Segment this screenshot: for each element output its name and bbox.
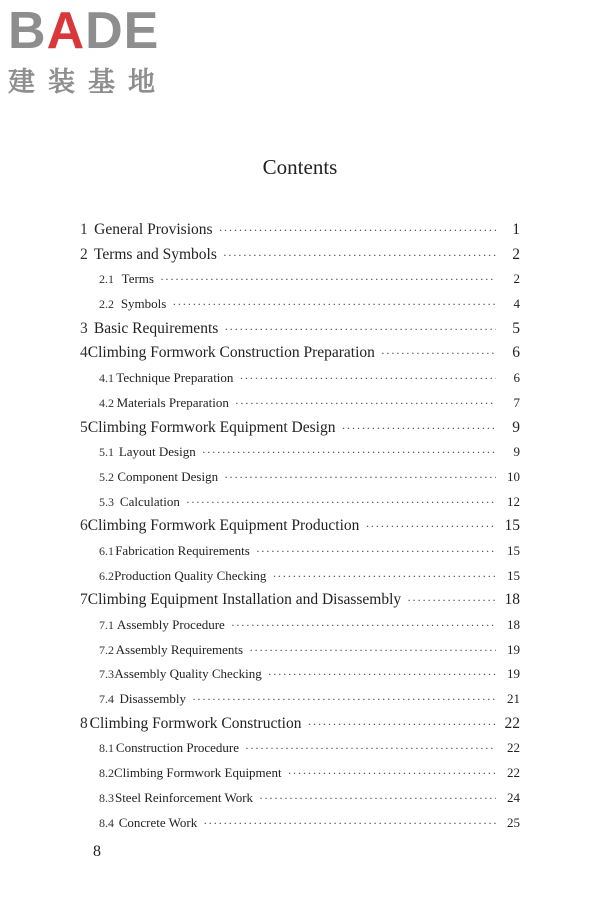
toc-section-entry[interactable] — [80, 687, 520, 712]
toc-leader-dots — [202, 440, 496, 465]
toc-entry-title: Disassembly — [119, 691, 186, 707]
toc-entry-page: 6 — [513, 370, 520, 386]
toc-section-entry[interactable] — [80, 811, 520, 836]
toc-entry-number: 2.2 — [99, 297, 114, 312]
toc-leader-dots — [407, 588, 496, 613]
toc-entry-page: 19 — [507, 666, 520, 682]
toc-section-entry[interactable] — [80, 539, 520, 564]
toc-chapter-entry[interactable] — [80, 416, 520, 441]
toc-leader-dots — [203, 811, 496, 836]
toc-entry-page: 6 — [512, 344, 520, 362]
toc-leader-dots — [224, 465, 496, 490]
toc-leader-dots — [268, 662, 496, 687]
toc-entry-page: 9 — [512, 418, 520, 436]
toc-entry-number: 6.1 — [99, 543, 114, 558]
toc-entry-number: 6 — [80, 517, 88, 535]
toc-leader-dots — [219, 218, 496, 243]
toc-leader-dots — [272, 564, 496, 589]
toc-entry-page: 9 — [513, 444, 520, 460]
toc-leader-dots — [186, 490, 496, 515]
toc-leader-dots — [381, 341, 496, 366]
toc-entry-title: Production Quality Checking — [114, 567, 267, 583]
toc-entry-page: 7 — [513, 394, 520, 410]
toc-entry-title: Basic Requirements — [93, 319, 219, 337]
toc-chapter-entry[interactable] — [80, 341, 520, 366]
toc-entry-page: 15 — [507, 567, 520, 583]
page-title: Contents — [262, 155, 338, 179]
toc-section-entry[interactable] — [80, 391, 520, 416]
toc-entry-title: Assembly Requirements — [115, 641, 244, 657]
toc-entry-page: 19 — [507, 641, 520, 657]
toc-entry-number: 4.1 — [99, 371, 114, 386]
toc-chapter-entry[interactable] — [80, 243, 520, 268]
toc-section-entry[interactable] — [80, 267, 520, 292]
toc-entry-page: 12 — [507, 493, 520, 509]
toc-entry-number: 4.2 — [99, 395, 114, 410]
toc-entry-title: Materials Preparation — [116, 394, 229, 410]
toc-entry-title: Technique Preparation — [116, 370, 234, 386]
table-of-contents — [80, 218, 520, 835]
toc-entry-title: Steel Reinforcement Work — [114, 789, 254, 805]
toc-entry-page: 24 — [507, 789, 520, 805]
toc-entry-page: 25 — [507, 814, 520, 830]
toc-entry-page: 22 — [507, 765, 520, 781]
toc-entry-page: 15 — [507, 542, 520, 558]
toc-entry-title: Layout Design — [118, 444, 196, 460]
toc-entry-title: Assembly Procedure — [116, 617, 225, 632]
toc-section-entry[interactable] — [80, 490, 520, 515]
toc-chapter-entry[interactable] — [80, 514, 520, 539]
toc-leader-dots — [231, 613, 496, 638]
toc-entry-number: 5.1 — [99, 445, 114, 460]
toc-entry-title: Concrete Work — [118, 814, 198, 830]
logo-subtitle: 建装基地 — [8, 67, 168, 98]
toc-entry-number: 7.1 — [99, 618, 114, 632]
toc-entry-number: 8.1 — [99, 741, 114, 756]
toc-entry-number: 6.2 — [99, 568, 114, 583]
toc-leader-dots — [223, 243, 496, 268]
toc-entry-number: 8 — [80, 714, 88, 732]
toc-entry-number: 7.3 — [99, 667, 114, 682]
toc-entry-title: Climbing Formwork Construction — [89, 714, 302, 732]
toc-entry-title: Construction Procedure — [115, 740, 240, 756]
toc-entry-page: 1 — [512, 221, 520, 238]
toc-entry-page: 22 — [504, 714, 520, 732]
logo-letter-b: B — [8, 2, 47, 60]
toc-chapter-entry[interactable] — [80, 588, 520, 613]
toc-section-entry[interactable] — [80, 440, 520, 465]
toc-entry-title: General Provisions — [94, 221, 213, 238]
toc-entry-page: 10 — [507, 468, 520, 484]
toc-leader-dots — [224, 317, 496, 342]
toc-entry-page: 5 — [512, 319, 520, 337]
bade-logo — [8, 4, 178, 99]
toc-entry-title: Terms — [121, 271, 154, 287]
toc-entry-title: Climbing Formwork Equipment Production — [87, 517, 360, 535]
toc-section-entry[interactable] — [80, 786, 520, 811]
toc-entry-number: 5 — [80, 418, 88, 436]
toc-entry-number: 5.2 — [99, 469, 114, 484]
toc-section-entry[interactable] — [80, 662, 520, 687]
toc-leader-dots — [235, 391, 496, 416]
toc-entry-number: 1 — [80, 221, 88, 238]
toc-entry-title: Symbols — [120, 296, 167, 312]
toc-leader-dots — [239, 366, 496, 391]
toc-leader-dots — [245, 736, 496, 761]
toc-section-entry[interactable] — [80, 366, 520, 391]
toc-entry-page: 18 — [507, 617, 520, 632]
toc-entry-title: Climbing Formwork Equipment Design — [87, 418, 336, 436]
toc-chapter-entry[interactable] — [80, 218, 520, 243]
toc-entry-title: Assembly Quality Checking — [114, 666, 262, 682]
toc-entry-number: 8.4 — [99, 815, 114, 830]
toc-leader-dots — [307, 712, 496, 737]
toc-entry-number: 7.2 — [99, 642, 114, 657]
toc-entry-number: 8.2 — [99, 766, 114, 781]
toc-leader-dots — [172, 292, 496, 317]
toc-chapter-entry[interactable] — [80, 317, 520, 342]
toc-entry-number: 7 — [80, 591, 88, 609]
page-number: 8 — [93, 843, 101, 860]
toc-section-entry[interactable] — [80, 564, 520, 589]
toc-entry-title: Calculation — [119, 493, 180, 509]
toc-entry-title: Climbing Formwork Equipment — [114, 765, 282, 781]
toc-entry-page: 21 — [507, 691, 520, 707]
toc-entry-number: 2.1 — [99, 272, 114, 287]
toc-entry-page: 18 — [504, 591, 520, 609]
toc-entry-page: 4 — [513, 296, 520, 312]
toc-entry-page: 22 — [507, 740, 520, 756]
toc-entry-title: Fabrication Requirements — [115, 542, 250, 558]
toc-entry-page: 2 — [512, 245, 520, 263]
toc-section-entry[interactable] — [80, 292, 520, 317]
toc-entry-page: 15 — [504, 517, 520, 535]
toc-entry-title: Climbing Equipment Installation and Disassembly — [87, 591, 402, 609]
logo-letter-a: A — [46, 2, 86, 60]
logo-letters-de: DE — [85, 2, 160, 60]
toc-section-entry[interactable] — [80, 613, 520, 638]
toc-leader-dots — [365, 514, 496, 539]
toc-leader-dots — [256, 539, 496, 564]
toc-entry-number: 3 — [80, 319, 88, 337]
toc-leader-dots — [192, 687, 496, 712]
toc-entry-page: 2 — [513, 271, 520, 287]
toc-leader-dots — [259, 786, 496, 811]
toc-section-entry[interactable] — [80, 736, 520, 761]
toc-entry-number: 8.3 — [99, 790, 114, 805]
toc-entry-number: 5.3 — [99, 494, 114, 509]
toc-entry-number: 4 — [80, 344, 88, 362]
toc-entry-number: 2 — [80, 245, 88, 263]
toc-entry-title: Component Design — [117, 468, 219, 484]
toc-section-entry[interactable] — [80, 465, 520, 490]
logo-wordmark — [8, 4, 178, 58]
toc-leader-dots — [288, 761, 496, 786]
toc-leader-dots — [341, 416, 496, 441]
toc-entry-title: Terms and Symbols — [93, 245, 217, 263]
toc-entry-number: 7.4 — [99, 692, 114, 707]
toc-entry-title: Climbing Formwork Construction Preparation — [87, 344, 375, 362]
toc-leader-dots — [249, 638, 496, 663]
toc-chapter-entry[interactable] — [80, 712, 520, 737]
toc-section-entry[interactable] — [80, 761, 520, 786]
toc-section-entry[interactable] — [80, 638, 520, 663]
toc-leader-dots — [160, 267, 496, 292]
